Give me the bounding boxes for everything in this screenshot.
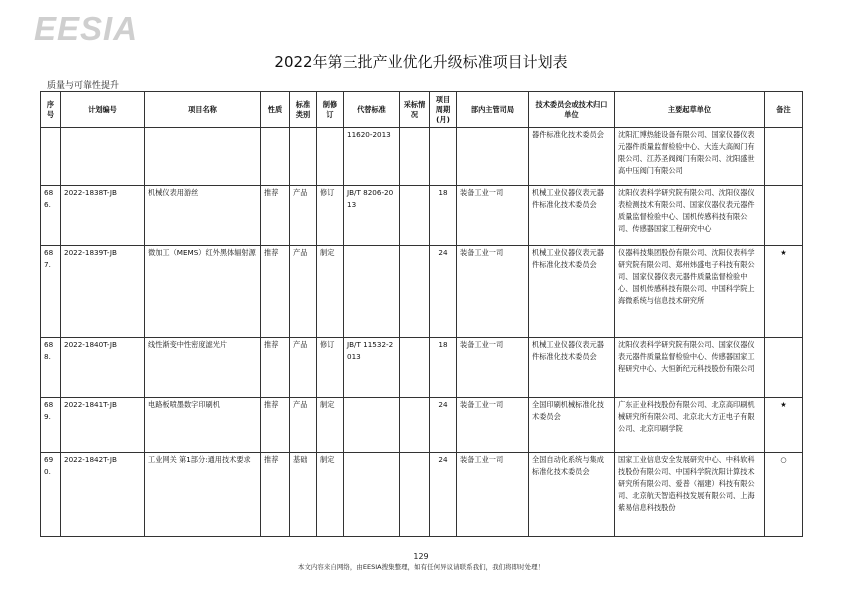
cell-revise (317, 128, 344, 186)
cell-nature: 推荐 (261, 246, 290, 338)
page-title: 2022年第三批产业优化升级标准项目计划表 (274, 53, 568, 71)
cell-period: 24 (430, 246, 457, 338)
cell-plan-number: 2022-1840T-JB (61, 338, 145, 398)
cell-note (765, 128, 803, 186)
header-cell: 主要起草单位 (615, 92, 765, 128)
cell-project-name: 线性渐变中性密度滤光片 (145, 338, 261, 398)
cell-plan-number: 2022-1841T-JB (61, 398, 145, 453)
cell-adopt (400, 338, 430, 398)
cell-adopt (400, 128, 430, 186)
cell-drafters: 沈阳仪表科学研究院有限公司、沈阳仪器仪表检测技术有限公司、国家仪器仪表元器件质量监督检验中心、国机传感科技有限公司、传感器国家工程研究中心 (615, 186, 765, 246)
cell-revise: 制定 (317, 246, 344, 338)
cell-replace (344, 246, 400, 338)
cell-replace (344, 453, 400, 537)
header-cell: 部内主管司局 (457, 92, 529, 128)
section-heading: 质量与可靠性提升 (47, 81, 120, 91)
cell-category: 产品 (290, 246, 317, 338)
header-cell: 采标情况 (400, 92, 430, 128)
cell-nature: 推荐 (261, 398, 290, 453)
cell-project-name: 电路板喷墨数字印刷机 (145, 398, 261, 453)
cell-nature: 推荐 (261, 186, 290, 246)
cell-no: 688. (41, 338, 61, 398)
cell-no: 689. (41, 398, 61, 453)
cell-project-name (145, 128, 261, 186)
cell-period: 24 (430, 453, 457, 537)
cell-drafters: 仪器科技集团股份有限公司、沈阳仪表科学研究院有限公司、郑州炜盛电子科技有限公司、国家仪器仪表元器件质量监督检验中心、国机传感科技有限公司、中国科学院上海微系统与信息技术研究所 (615, 246, 765, 338)
header-cell: 项目周期(月) (430, 92, 457, 128)
header-cell: 技术委员会或技术归口单位 (529, 92, 615, 128)
cell-committee: 机械工业仪器仪表元器件标准化技术委员会 (529, 338, 615, 398)
cell-committee: 器件标准化技术委员会 (529, 128, 615, 186)
cell-adopt (400, 398, 430, 453)
cell-note: ○ (765, 453, 803, 537)
cell-revise: 修订 (317, 186, 344, 246)
cell-adopt (400, 246, 430, 338)
cell-category (290, 128, 317, 186)
cell-dept: 装备工业一司 (457, 398, 529, 453)
header-cell: 计划编号 (61, 92, 145, 128)
standards-plan-table (40, 91, 803, 537)
cell-committee: 全国自动化系统与集成标准化技术委员会 (529, 453, 615, 537)
cell-category: 产品 (290, 186, 317, 246)
header-cell: 制修订 (317, 92, 344, 128)
cell-plan-number (61, 128, 145, 186)
cell-plan-number: 2022-1838T-JB (61, 186, 145, 246)
cell-revise: 制定 (317, 398, 344, 453)
cell-revise: 修订 (317, 338, 344, 398)
header-cell: 性质 (261, 92, 290, 128)
cell-note: ★ (765, 398, 803, 453)
header-cell: 序号 (41, 92, 61, 128)
cell-dept: 装备工业一司 (457, 186, 529, 246)
cell-category: 产品 (290, 398, 317, 453)
cell-revise: 制定 (317, 453, 344, 537)
cell-replace (344, 398, 400, 453)
cell-note (765, 338, 803, 398)
cell-note: ★ (765, 246, 803, 338)
page-number: 129 (413, 552, 429, 561)
header-cell: 标准类别 (290, 92, 317, 128)
cell-no: 686. (41, 186, 61, 246)
cell-period: 24 (430, 398, 457, 453)
cell-replace: JB/T 11532-2013 (344, 338, 400, 398)
cell-note (765, 186, 803, 246)
header-cell: 项目名称 (145, 92, 261, 128)
cell-dept: 装备工业一司 (457, 246, 529, 338)
cell-drafters: 国家工业信息安全发展研究中心、中科软科技股份有限公司、中国科学院沈阳计算技术研究所有限公司、爱普（福建）科技有限公司、北京航天智造科技发展有限公司、上海紫易信息科技股份 (615, 453, 765, 537)
cell-committee: 机械工业仪器仪表元器件标准化技术委员会 (529, 186, 615, 246)
cell-drafters: 广东正业科技股份有限公司、北京高印刷机械研究所有限公司、北京北大方正电子有限公司、北京印刷学院 (615, 398, 765, 453)
cell-nature: 推荐 (261, 338, 290, 398)
cell-period: 18 (430, 186, 457, 246)
cell-dept: 装备工业一司 (457, 453, 529, 537)
cell-nature (261, 128, 290, 186)
table-row (41, 398, 803, 453)
cell-replace: 11620-2013 (344, 128, 400, 186)
cell-adopt (400, 453, 430, 537)
cell-nature: 推荐 (261, 453, 290, 537)
cell-project-name: 工业网关 第1部分:通用技术要求 (145, 453, 261, 537)
header-cell: 备注 (765, 92, 803, 128)
cell-no: 687. (41, 246, 61, 338)
cell-project-name: 微加工（MEMS）红外黑体辐射源 (145, 246, 261, 338)
cell-dept: 装备工业一司 (457, 338, 529, 398)
cell-plan-number: 2022-1842T-JB (61, 453, 145, 537)
cell-plan-number: 2022-1839T-JB (61, 246, 145, 338)
table-row (41, 128, 803, 186)
eesia-logo: EESIA (34, 10, 139, 47)
table-row (41, 186, 803, 246)
cell-period (430, 128, 457, 186)
cell-drafters: 沈阳汇博热能设备有限公司、国家仪器仪表元器件质量监督检验中心、大连大高阀门有限公司、江苏圣阀阀门有限公司、沈阳盛世高中压阀门有限公司 (615, 128, 765, 186)
table-row (41, 453, 803, 537)
footer-note: 本文内容来自网络，由EESIA搜集整理，如有任何异议请联系我们，我们将即时处理！ (297, 563, 545, 571)
cell-replace: JB/T 8206-2013 (344, 186, 400, 246)
cell-project-name: 机械仪表用游丝 (145, 186, 261, 246)
cell-drafters: 沈阳仪表科学研究院有限公司、国家仪器仪表元器件质量监督检验中心、传感器国家工程研究中心、大恒新纪元科技股份有限公司 (615, 338, 765, 398)
table-row (41, 246, 803, 338)
cell-committee: 全国印刷机械标准化技术委员会 (529, 398, 615, 453)
header-cell: 代替标准 (344, 92, 400, 128)
cell-dept (457, 128, 529, 186)
cell-no (41, 128, 61, 186)
cell-committee: 机械工业仪器仪表元器件标准化技术委员会 (529, 246, 615, 338)
table-row (41, 338, 803, 398)
cell-category: 基础 (290, 453, 317, 537)
cell-adopt (400, 186, 430, 246)
cell-category: 产品 (290, 338, 317, 398)
table-header-row (41, 92, 803, 128)
cell-no: 690. (41, 453, 61, 537)
cell-period: 18 (430, 338, 457, 398)
